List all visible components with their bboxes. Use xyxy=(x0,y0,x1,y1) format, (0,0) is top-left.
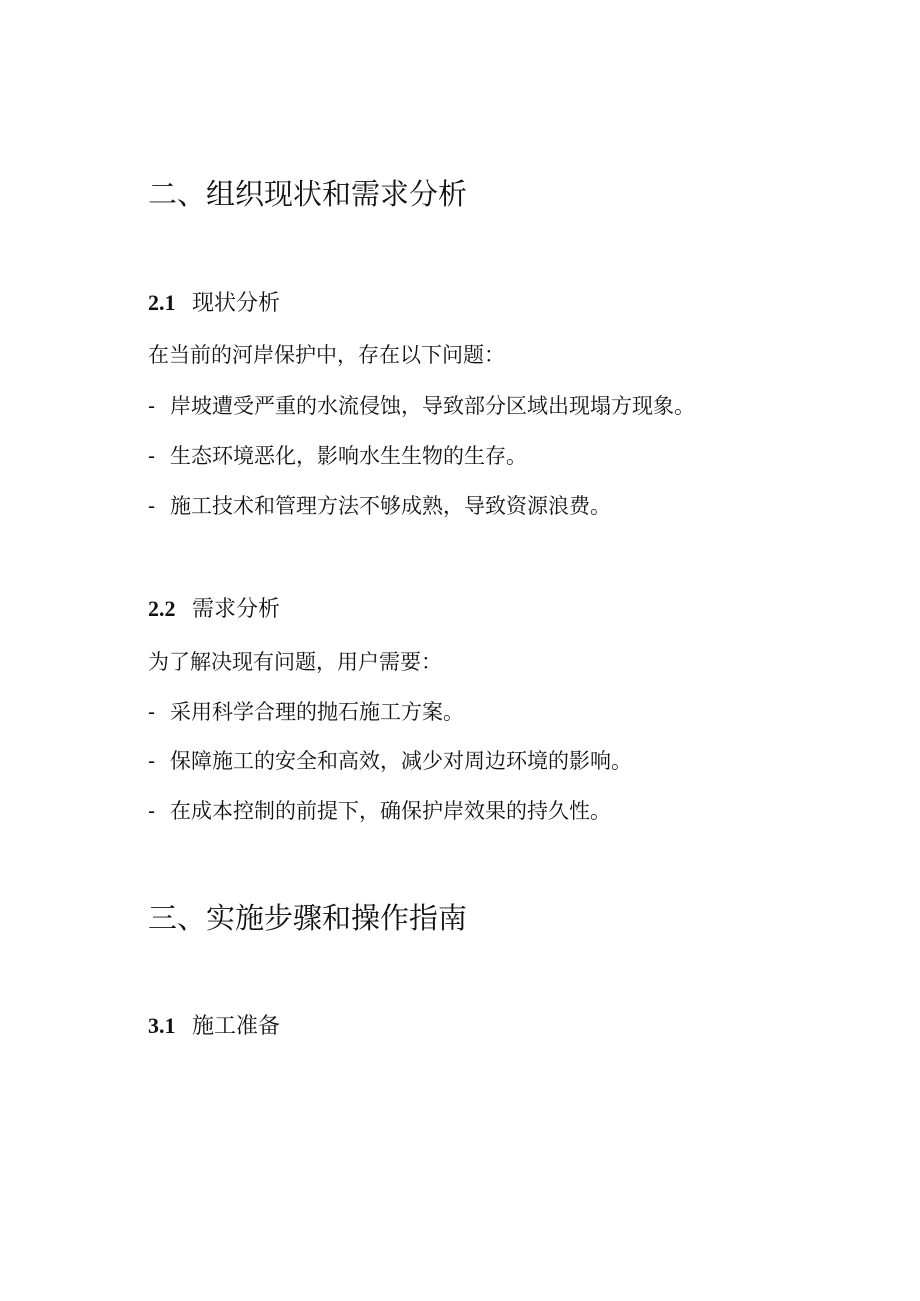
subsection-2-1-title: 现状分析 xyxy=(192,291,281,316)
list-item xyxy=(148,796,611,826)
section-3-heading: 三、实施步骤和操作指南 xyxy=(148,901,468,935)
bullet-dash: - xyxy=(148,700,156,724)
subsection-2-1-number: 2.1 xyxy=(148,290,176,315)
bullet-dash: - xyxy=(148,394,156,418)
list-item xyxy=(148,391,695,421)
bullet-dash: - xyxy=(148,749,156,773)
list-item xyxy=(148,441,527,471)
subsection-2-2-heading xyxy=(148,594,280,625)
section-2-heading: 二、组织现状和需求分析 xyxy=(148,177,468,211)
subsection-2-2-number: 2.2 xyxy=(148,596,176,621)
subsection-2-1-intro: 在当前的河岸保护中，存在以下问题： xyxy=(148,343,505,367)
list-item-text: 岸坡遭受严重的水流侵蚀，导致部分区域出现塌方现象。 xyxy=(170,394,695,418)
list-item-text: 在成本控制的前提下，确保护岸效果的持久性。 xyxy=(170,799,611,823)
list-item-text: 采用科学合理的抛石施工方案。 xyxy=(170,700,464,724)
bullet-dash: - xyxy=(148,494,156,518)
subsection-2-2-intro: 为了解决现有问题，用户需要： xyxy=(148,650,442,674)
list-item xyxy=(148,491,611,521)
subsection-3-1-title: 施工准备 xyxy=(192,1014,281,1039)
subsection-3-1-number: 3.1 xyxy=(148,1013,176,1038)
list-item-text: 生态环境恶化，影响水生生物的生存。 xyxy=(170,444,527,468)
subsection-2-1-heading xyxy=(148,288,280,319)
subsection-2-2-title: 需求分析 xyxy=(192,597,281,622)
subsection-3-1-heading xyxy=(148,1011,280,1042)
list-item xyxy=(148,697,464,727)
list-item-text: 施工技术和管理方法不够成熟，导致资源浪费。 xyxy=(170,494,611,518)
bullet-dash: - xyxy=(148,444,156,468)
bullet-dash: - xyxy=(148,799,156,823)
list-item xyxy=(148,746,632,776)
list-item-text: 保障施工的安全和高效，减少对周边环境的影响。 xyxy=(170,749,632,773)
